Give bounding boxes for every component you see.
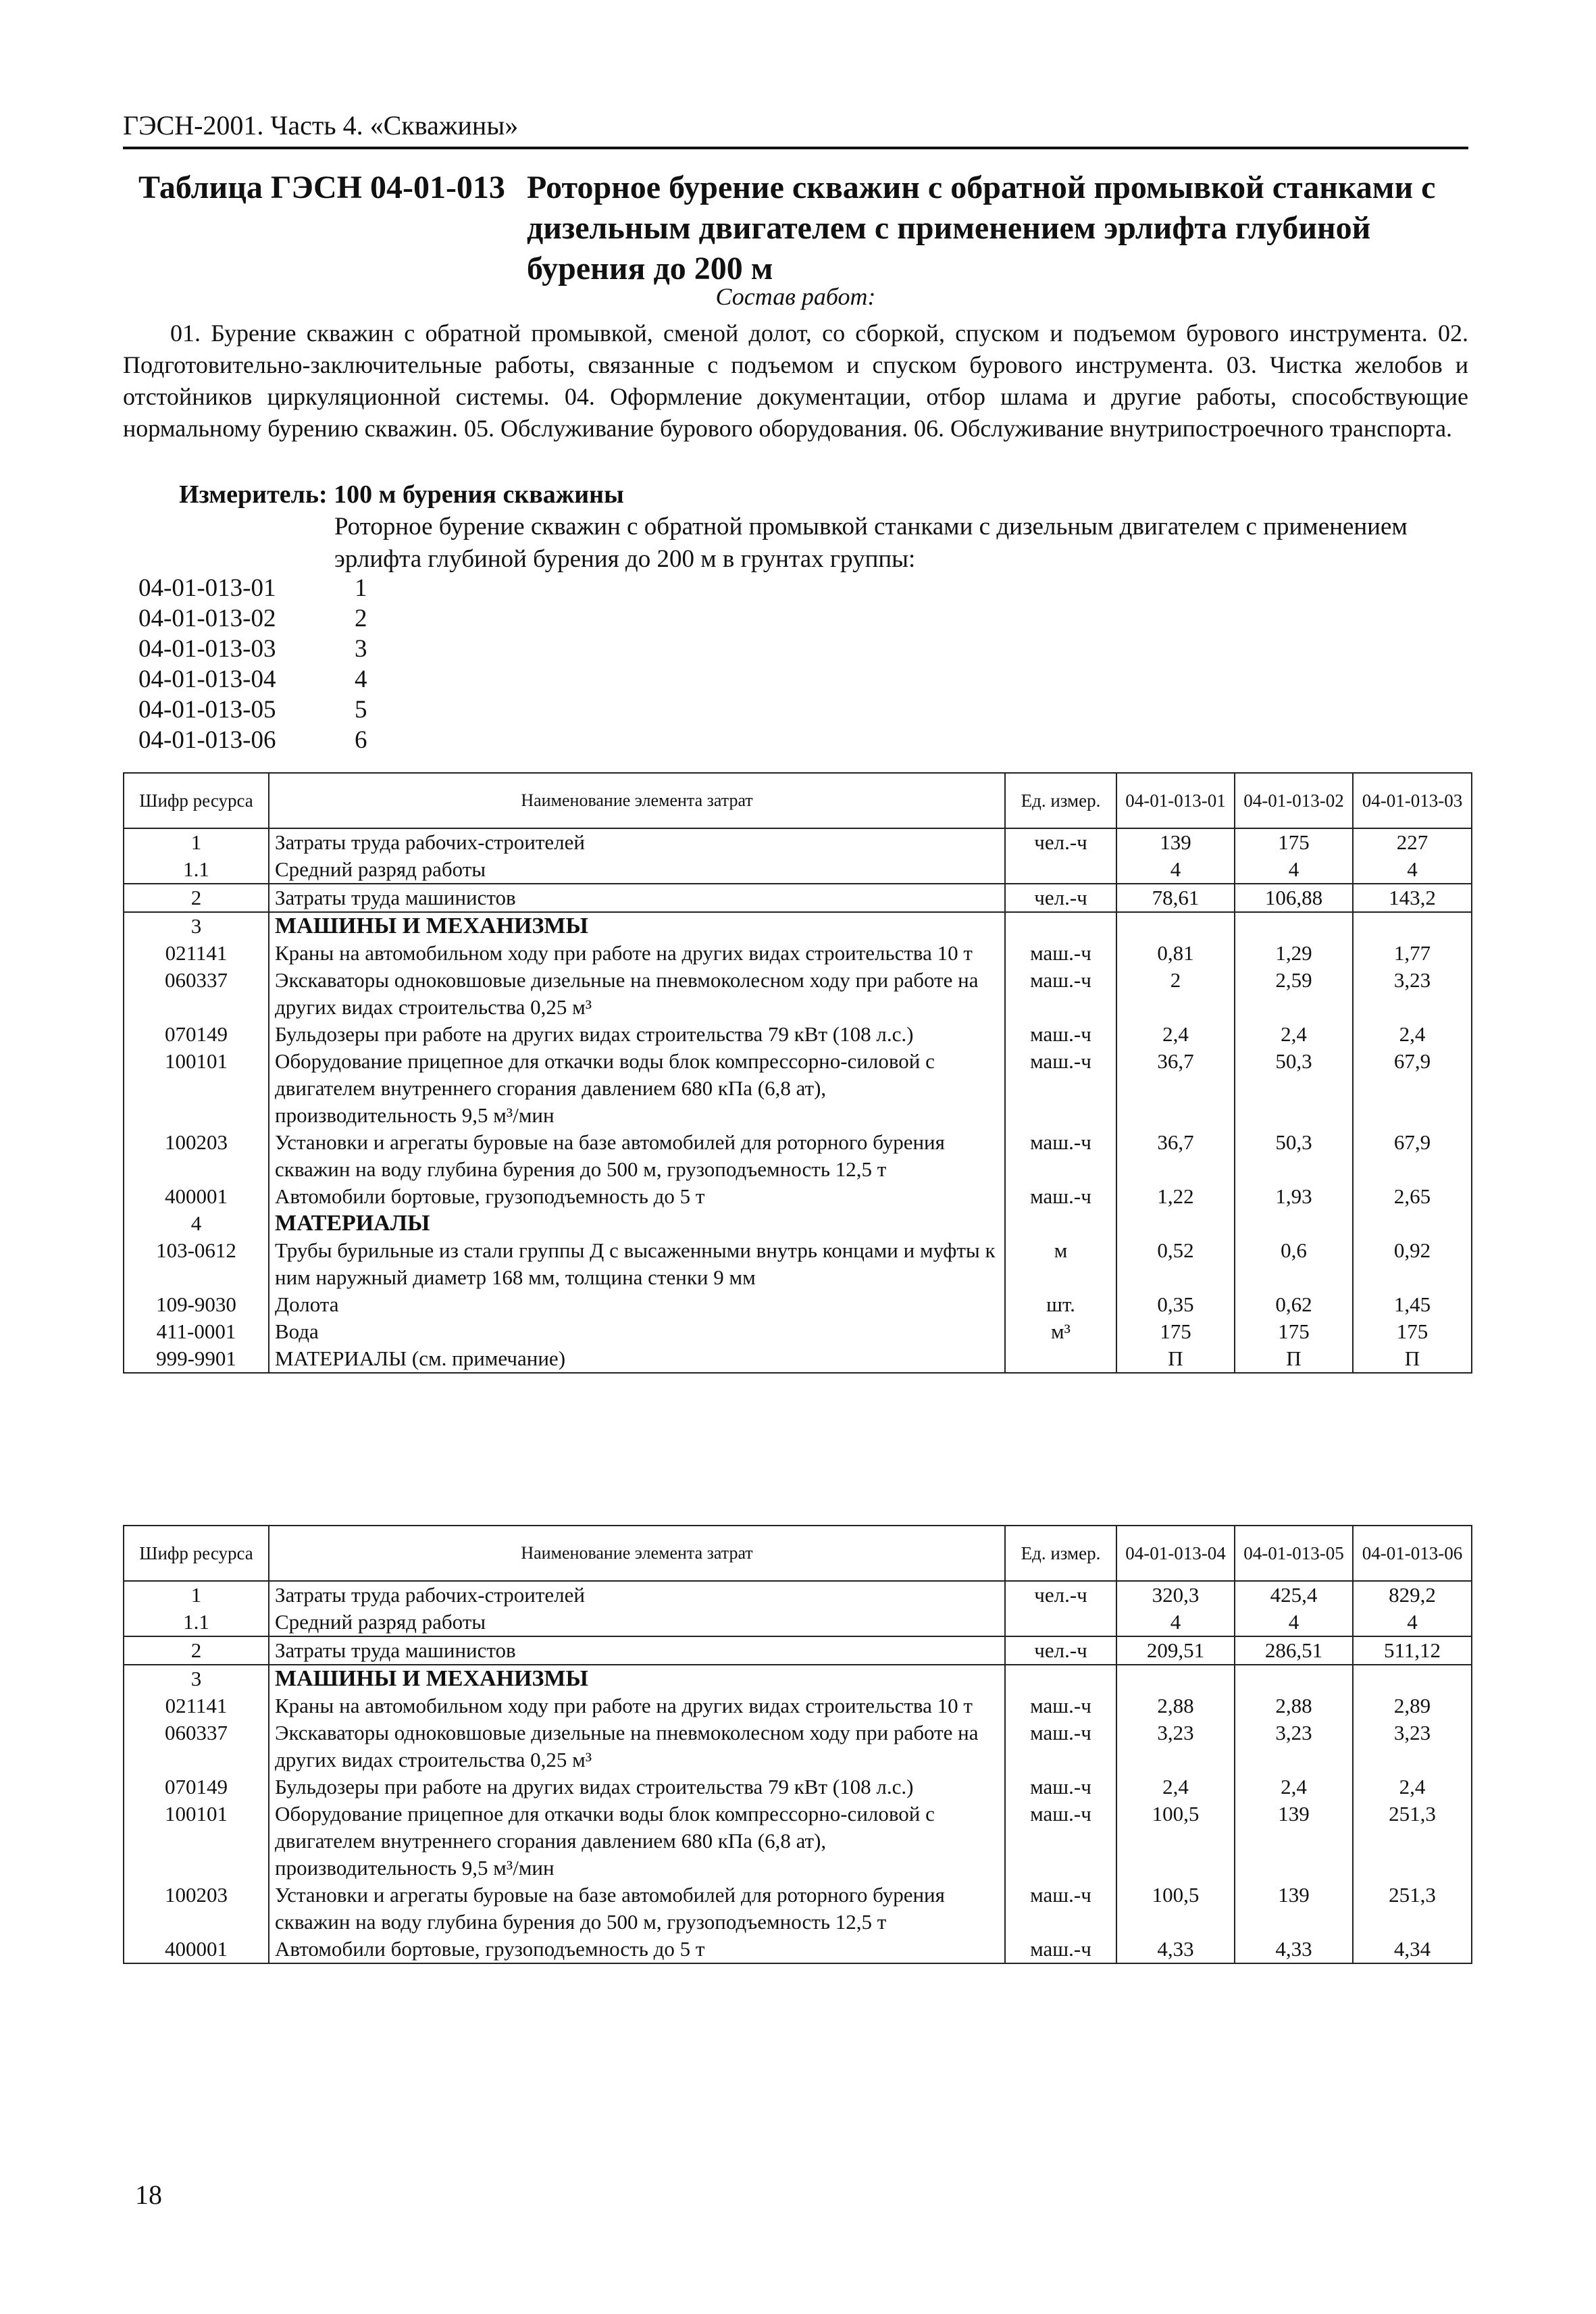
table-row: [124, 1183, 1472, 1210]
resource-code: 999-9901: [124, 1345, 269, 1373]
unit: шт.: [1005, 1291, 1116, 1318]
unit: [1005, 1665, 1116, 1692]
code-value: 04-01-013-03: [138, 635, 276, 663]
table-row: [124, 1318, 1472, 1345]
table-row: [124, 1021, 1472, 1048]
value-col-3: 251,3: [1353, 1801, 1472, 1882]
code-row: [138, 603, 382, 634]
value-col-1: 2,88: [1116, 1692, 1235, 1719]
cost-element-name: МАШИНЫ И МЕХАНИЗМЫ: [269, 912, 1005, 940]
value-col-1: 139: [1116, 828, 1235, 856]
resource-code: 070149: [124, 1021, 269, 1048]
value-col-3: 143,2: [1353, 884, 1472, 912]
value-col-3: 0,92: [1353, 1237, 1472, 1291]
header-col-1: 04-01-013-01: [1116, 773, 1235, 828]
value-col-3: 1,77: [1353, 940, 1472, 967]
value-col-2: [1235, 1210, 1353, 1237]
cost-element-name: МАТЕРИАЛЫ (см. примечание): [269, 1345, 1005, 1373]
cost-element-name: Трубы бурильные из стали группы Д с высаженными внутрь концами и муфты к ним наружный диаметр 168 мм, толщина стенки 9 мм: [269, 1237, 1005, 1291]
value-col-2: 106,88: [1235, 884, 1353, 912]
value-col-2: 425,4: [1235, 1581, 1353, 1609]
measure-unit: Измеритель: 100 м бурения скважины: [179, 480, 624, 509]
resource-code: 1: [124, 1581, 269, 1609]
unit: [1005, 1210, 1116, 1237]
cost-element-name: Долота: [269, 1291, 1005, 1318]
value-col-1: 4: [1116, 856, 1235, 884]
table-row: [124, 1129, 1472, 1183]
table-row: [124, 940, 1472, 967]
value-col-3: 511,12: [1353, 1636, 1472, 1665]
value-col-1: 1,22: [1116, 1183, 1235, 1210]
resource-code: 400001: [124, 1936, 269, 1963]
unit: маш.-ч: [1005, 1048, 1116, 1129]
cost-element-name: Вода: [269, 1318, 1005, 1345]
code-row: [138, 634, 382, 664]
group-value: 1: [355, 574, 367, 602]
resource-code: 060337: [124, 967, 269, 1021]
resource-code: 1: [124, 828, 269, 856]
cost-element-name: Затраты труда рабочих-строителей: [269, 828, 1005, 856]
unit: маш.-ч: [1005, 1129, 1116, 1183]
value-col-2: 0,62: [1235, 1291, 1353, 1318]
resource-code: 411-0001: [124, 1318, 269, 1345]
header-col-2: 04-01-013-02: [1235, 773, 1353, 828]
value-col-2: 50,3: [1235, 1129, 1353, 1183]
table-row: [124, 1774, 1472, 1801]
unit: маш.-ч: [1005, 1774, 1116, 1801]
value-col-3: 4: [1353, 856, 1472, 884]
value-col-2: 175: [1235, 828, 1353, 856]
resource-code: 4: [124, 1210, 269, 1237]
composition-text: 01. Бурение скважин с обратной промывкой, сменой долот, со сборкой, спуском и подъемом бурового инструмента. 02. Подготовительно-заключительные работы, связанные с подъемом и спуском бурового инструмента. 03. Чистка желобов и отстойников циркуляционной системы. 04. Оформление документации, отбор шлама и другие работы, способствующие нормальному бурению скважин. 05. Обслуживание бурового оборудования. 06. Обслуживание внутрипостроечного транспорта.: [123, 320, 1468, 442]
cost-element-name: Экскаваторы одноковшовые дизельные на пневмоколесном ходу при работе на других видах строительства 0,25 м³: [269, 967, 1005, 1021]
header-col-3: 04-01-013-03: [1353, 773, 1472, 828]
value-col-2: 2,4: [1235, 1021, 1353, 1048]
table-row: [124, 1609, 1472, 1636]
table-row: [124, 1882, 1472, 1936]
value-col-3: 2,4: [1353, 1021, 1472, 1048]
cost-element-name: Затраты труда машинистов: [269, 1636, 1005, 1665]
value-col-1: 320,3: [1116, 1581, 1235, 1609]
value-col-3: 1,45: [1353, 1291, 1472, 1318]
code-row: [138, 725, 382, 755]
cost-table-1: [123, 772, 1472, 1374]
value-col-1: 209,51: [1116, 1636, 1235, 1665]
cost-element-name: Краны на автомобильном ходу при работе на других видах строительства 10 т: [269, 1692, 1005, 1719]
value-col-1: 0,52: [1116, 1237, 1235, 1291]
table-row: [124, 1936, 1472, 1963]
value-col-3: 251,3: [1353, 1882, 1472, 1936]
value-col-1: 78,61: [1116, 884, 1235, 912]
header-col-4: 04-01-013-04: [1116, 1526, 1235, 1581]
value-col-2: [1235, 912, 1353, 940]
group-value: 5: [355, 696, 367, 724]
unit: маш.-ч: [1005, 1021, 1116, 1048]
value-col-3: 3,23: [1353, 967, 1472, 1021]
table-row: [124, 967, 1472, 1021]
header-code: Шифр ресурса: [124, 1526, 269, 1581]
value-col-2: 3,23: [1235, 1719, 1353, 1774]
resource-code: 070149: [124, 1774, 269, 1801]
unit: чел.-ч: [1005, 1581, 1116, 1609]
table-row: [124, 1801, 1472, 1882]
value-col-3: 4,34: [1353, 1936, 1472, 1963]
table-title-text: Роторное бурение скважин с обратной промывкой станками с дизельным двигателем с применением эрлифта глубиной бурения до 200 м: [527, 170, 1436, 286]
value-col-2: 2,59: [1235, 967, 1353, 1021]
unit: чел.-ч: [1005, 1636, 1116, 1665]
cost-element-name: Бульдозеры при работе на других видах строительства 79 кВт (108 л.с.): [269, 1021, 1005, 1048]
resource-code: 103-0612: [124, 1237, 269, 1291]
code-row: [138, 573, 382, 603]
value-col-1: 0,81: [1116, 940, 1235, 967]
header-unit: Ед. измер.: [1005, 1526, 1116, 1581]
code-value: 04-01-013-05: [138, 696, 276, 724]
resource-code: 2: [124, 1636, 269, 1665]
value-col-1: 36,7: [1116, 1048, 1235, 1129]
unit: чел.-ч: [1005, 884, 1116, 912]
cost-element-name: Экскаваторы одноковшовые дизельные на пневмоколесном ходу при работе на других видах строительства 0,25 м³: [269, 1719, 1005, 1774]
value-col-2: 50,3: [1235, 1048, 1353, 1129]
value-col-3: 67,9: [1353, 1129, 1472, 1183]
value-col-1: 2: [1116, 967, 1235, 1021]
group-value: 2: [355, 605, 367, 632]
cost-element-name: МАТЕРИАЛЫ: [269, 1210, 1005, 1237]
unit: маш.-ч: [1005, 1801, 1116, 1882]
running-header: ГЭСН-2001. Часть 4. «Скважины»: [123, 109, 1468, 149]
value-col-1: 3,23: [1116, 1719, 1235, 1774]
table-row: [124, 1237, 1472, 1291]
value-col-1: [1116, 912, 1235, 940]
table-row: [124, 1692, 1472, 1719]
cost-element-name: Автомобили бортовые, грузоподъемность до 5 т: [269, 1183, 1005, 1210]
value-col-1: 2,4: [1116, 1021, 1235, 1048]
cost-element-name: Установки и агрегаты буровые на базе автомобилей для роторного бурения скважин на воду глубина бурения до 500 м, грузоподъемность 12,5 т: [269, 1882, 1005, 1936]
value-col-3: 3,23: [1353, 1719, 1472, 1774]
table-row: [124, 1345, 1472, 1373]
code-row: [138, 664, 382, 695]
cost-element-name: Краны на автомобильном ходу при работе на других видах строительства 10 т: [269, 940, 1005, 967]
value-col-3: 4: [1353, 1609, 1472, 1636]
value-col-2: 4: [1235, 856, 1353, 884]
resource-code: 1.1: [124, 856, 269, 884]
cost-element-name: Затраты труда машинистов: [269, 884, 1005, 912]
cost-element-name: Средний разряд работы: [269, 856, 1005, 884]
value-col-1: 4,33: [1116, 1936, 1235, 1963]
unit: [1005, 856, 1116, 884]
value-col-3: 2,89: [1353, 1692, 1472, 1719]
value-col-2: 139: [1235, 1801, 1353, 1882]
header-col-5: 04-01-013-05: [1235, 1526, 1353, 1581]
cost-element-name: Установки и агрегаты буровые на базе автомобилей для роторного бурения скважин на воду глубина бурения до 500 м, грузоподъемность 12,5 т: [269, 1129, 1005, 1183]
header-code: Шифр ресурса: [124, 773, 269, 828]
resource-code: 060337: [124, 1719, 269, 1774]
header-col-6: 04-01-013-06: [1353, 1526, 1472, 1581]
resource-code: 1.1: [124, 1609, 269, 1636]
code-list: [138, 573, 382, 755]
group-value: 6: [355, 726, 367, 754]
value-col-3: 175: [1353, 1318, 1472, 1345]
value-col-3: [1353, 912, 1472, 940]
table-row: [124, 884, 1472, 912]
unit: маш.-ч: [1005, 1936, 1116, 1963]
value-col-2: 1,29: [1235, 940, 1353, 967]
value-col-2: 175: [1235, 1318, 1353, 1345]
group-value: 3: [355, 635, 367, 663]
code-value: 04-01-013-01: [138, 574, 276, 602]
value-col-2: 2,88: [1235, 1692, 1353, 1719]
group-description: Роторное бурение скважин с обратной промывкой станками с дизельным двигателем с применением эрлифта глубиной бурения до 200 м в грунтах группы:: [334, 513, 1408, 573]
unit: маш.-ч: [1005, 1692, 1116, 1719]
header-name: Наименование элемента затрат: [269, 1526, 1005, 1581]
code-value: 04-01-013-02: [138, 605, 276, 632]
table-row: [124, 1291, 1472, 1318]
table-row: [124, 1719, 1472, 1774]
cost-element-name: Оборудование прицепное для откачки воды блок компрессорно-силовой с двигателем внутреннего сгорания давлением 680 кПа (6,8 ат), производительность 9,5 м³/мин: [269, 1801, 1005, 1882]
resource-code: 021141: [124, 1692, 269, 1719]
value-col-2: 0,6: [1235, 1237, 1353, 1291]
header-name: Наименование элемента затрат: [269, 773, 1005, 828]
value-col-3: 227: [1353, 828, 1472, 856]
value-col-3: 829,2: [1353, 1581, 1472, 1609]
value-col-3: [1353, 1210, 1472, 1237]
unit: чел.-ч: [1005, 828, 1116, 856]
unit: маш.-ч: [1005, 940, 1116, 967]
cost-element-name: Автомобили бортовые, грузоподъемность до 5 т: [269, 1936, 1005, 1963]
resource-code: 100203: [124, 1882, 269, 1936]
value-col-1: 100,5: [1116, 1882, 1235, 1936]
cost-element-name: Оборудование прицепное для откачки воды блок компрессорно-силовой с двигателем внутреннего сгорания давлением 680 кПа (6,8 ат), производительность 9,5 м³/мин: [269, 1048, 1005, 1129]
resource-code: 100203: [124, 1129, 269, 1183]
value-col-1: 36,7: [1116, 1129, 1235, 1183]
cost-table-2: [123, 1525, 1472, 1964]
table-row: [124, 1665, 1472, 1692]
value-col-1: 4: [1116, 1609, 1235, 1636]
table-row: [124, 1210, 1472, 1237]
code-row: [138, 695, 382, 725]
composition-heading: Состав работ:: [715, 283, 876, 310]
code-value: 04-01-013-04: [138, 665, 276, 693]
resource-code: 109-9030: [124, 1291, 269, 1318]
resource-code: 021141: [124, 940, 269, 967]
table-row: [124, 1581, 1472, 1609]
code-value: 04-01-013-06: [138, 726, 276, 754]
unit: [1005, 1609, 1116, 1636]
unit: маш.-ч: [1005, 1183, 1116, 1210]
value-col-1: [1116, 1210, 1235, 1237]
table-row: [124, 1636, 1472, 1665]
value-col-2: 139: [1235, 1882, 1353, 1936]
value-col-3: 2,4: [1353, 1774, 1472, 1801]
cost-element-name: Бульдозеры при работе на других видах строительства 79 кВт (108 л.с.): [269, 1774, 1005, 1801]
value-col-2: 4,33: [1235, 1936, 1353, 1963]
header-unit: Ед. измер.: [1005, 773, 1116, 828]
cost-element-name: МАШИНЫ И МЕХАНИЗМЫ: [269, 1665, 1005, 1692]
value-col-1: П: [1116, 1345, 1235, 1373]
unit: м³: [1005, 1318, 1116, 1345]
unit: м: [1005, 1237, 1116, 1291]
resource-code: 2: [124, 884, 269, 912]
value-col-1: 175: [1116, 1318, 1235, 1345]
resource-code: 100101: [124, 1048, 269, 1129]
value-col-3: 2,65: [1353, 1183, 1472, 1210]
group-value: 4: [355, 665, 367, 693]
resource-code: 3: [124, 912, 269, 940]
resource-code: 100101: [124, 1801, 269, 1882]
value-col-1: 100,5: [1116, 1801, 1235, 1882]
table-row: [124, 856, 1472, 884]
value-col-3: [1353, 1665, 1472, 1692]
table-row: [124, 1048, 1472, 1129]
value-col-2: [1235, 1665, 1353, 1692]
table-row: [124, 912, 1472, 940]
unit: [1005, 1345, 1116, 1373]
table-row: [124, 828, 1472, 856]
unit: маш.-ч: [1005, 967, 1116, 1021]
unit: [1005, 912, 1116, 940]
value-col-3: 67,9: [1353, 1048, 1472, 1129]
value-col-1: 2,4: [1116, 1774, 1235, 1801]
value-col-3: П: [1353, 1345, 1472, 1373]
resource-code: 3: [124, 1665, 269, 1692]
unit: маш.-ч: [1005, 1719, 1116, 1774]
page-number: 18: [135, 2180, 162, 2210]
value-col-2: 4: [1235, 1609, 1353, 1636]
cost-element-name: Средний разряд работы: [269, 1609, 1005, 1636]
unit: маш.-ч: [1005, 1882, 1116, 1936]
value-col-2: 1,93: [1235, 1183, 1353, 1210]
cost-element-name: Затраты труда рабочих-строителей: [269, 1581, 1005, 1609]
value-col-1: 0,35: [1116, 1291, 1235, 1318]
table-title-prefix: Таблица ГЭСН 04-01-013: [138, 170, 505, 205]
value-col-1: [1116, 1665, 1235, 1692]
value-col-2: П: [1235, 1345, 1353, 1373]
value-col-2: 2,4: [1235, 1774, 1353, 1801]
resource-code: 400001: [124, 1183, 269, 1210]
value-col-2: 286,51: [1235, 1636, 1353, 1665]
